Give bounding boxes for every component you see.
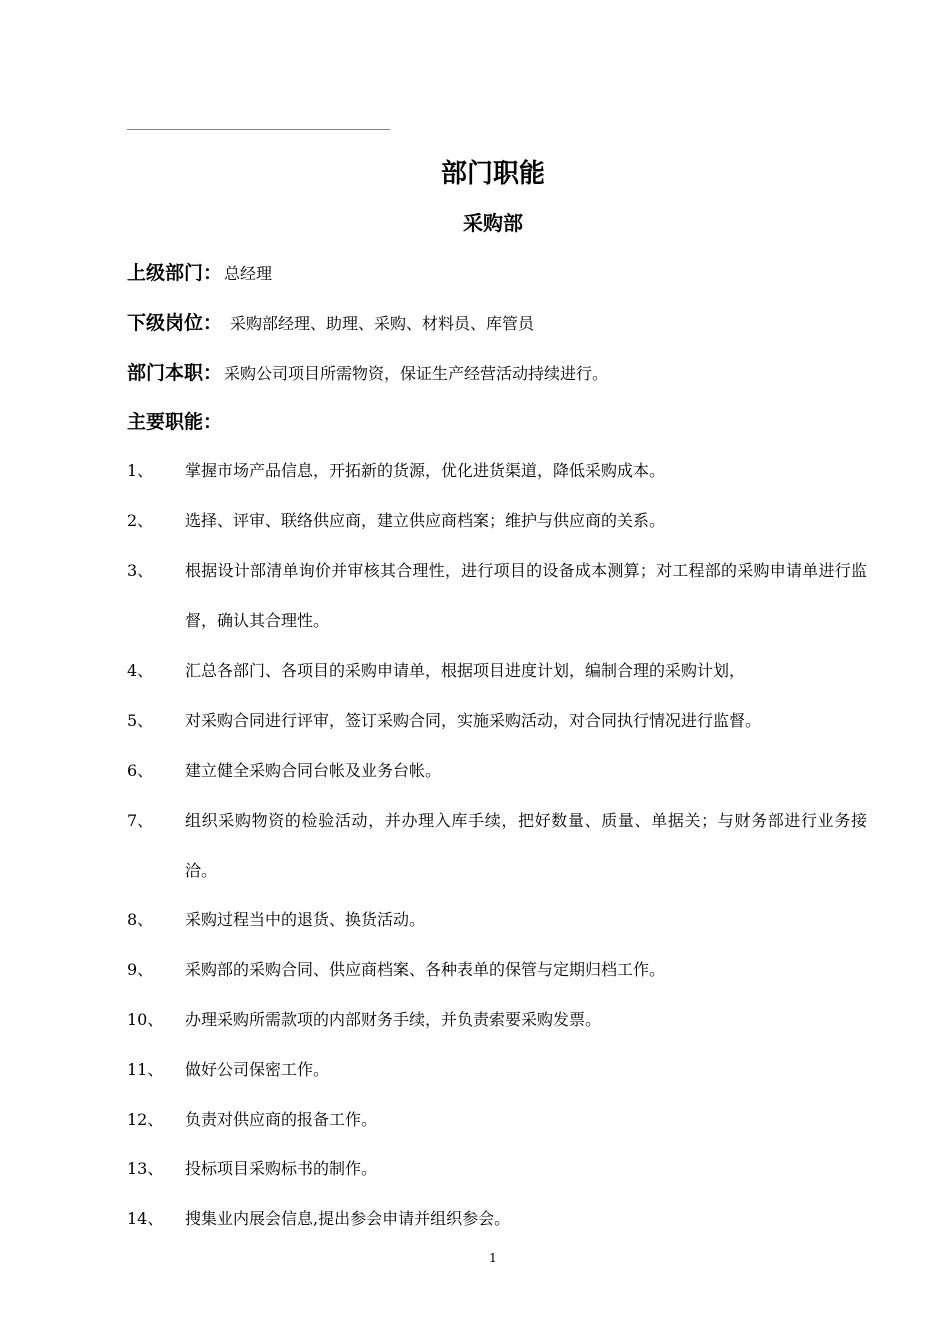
function-item-number: 13、 <box>127 1159 164 1178</box>
function-item-number: 4、 <box>127 661 154 680</box>
main-functions-heading: 主要职能： <box>127 411 223 433</box>
function-item-number: 5、 <box>127 711 154 730</box>
function-item-text: 负责对供应商的报备工作。 <box>185 1110 378 1129</box>
department-duty-row <box>127 356 608 390</box>
function-item-text: 选择、评审、联络供应商，建立供应商档案；维护与供应商的关系。 <box>185 511 666 530</box>
function-item <box>127 446 867 496</box>
document-subtitle: 采购部 <box>463 211 523 235</box>
function-item-text: 建立健全采购合同台帐及业务台帐。 <box>185 761 442 780</box>
function-item-number: 14、 <box>127 1209 164 1228</box>
function-item-text: 做好公司保密工作。 <box>185 1060 330 1079</box>
function-item-text: 办理采购所需款项的内部财务手续，并负责索要采购发票。 <box>185 1010 602 1029</box>
function-item-number: 8、 <box>127 910 154 929</box>
superior-department-value: 总经理 <box>224 264 273 283</box>
superior-department-row <box>127 256 272 290</box>
function-item-number: 9、 <box>127 960 154 979</box>
function-item-number: 7、 <box>127 811 154 830</box>
function-item-number: 10、 <box>127 1010 164 1029</box>
header-divider <box>127 129 390 130</box>
function-item-text: 对采购合同进行评审，签订采购合同，实施采购活动，对合同执行情况进行监督。 <box>185 711 762 730</box>
function-item <box>127 895 867 945</box>
function-item-text: 投标项目采购标书的制作。 <box>185 1159 378 1178</box>
function-item-number: 1、 <box>127 461 154 480</box>
department-duty-label: 部门本职： <box>127 362 223 384</box>
function-item-text: 汇总各部门、各项目的采购申请单，根据项目进度计划，编制合理的采购计划， <box>185 661 746 680</box>
function-item <box>127 1095 867 1145</box>
page-number: 1 <box>489 1251 497 1265</box>
function-item <box>127 646 867 696</box>
function-item-number: 2、 <box>127 511 154 530</box>
function-item <box>127 696 867 746</box>
superior-department-label: 上级部门： <box>127 262 223 284</box>
function-item-text: 根据设计部清单询价并审核其合理性，进行项目的设备成本测算；对工程部的采购申请单进行监督，确认其合理性。 <box>185 561 867 630</box>
function-item <box>127 796 867 896</box>
main-functions-heading-row <box>127 405 222 439</box>
function-item-text: 掌握市场产品信息，开拓新的货源，优化进货渠道，降低采购成本。 <box>185 461 666 480</box>
subordinate-positions-value: 采购部经理、助理、采购、材料员、库管员 <box>230 314 535 333</box>
function-item <box>127 1194 867 1244</box>
function-item-number: 3、 <box>127 561 154 580</box>
function-item-text: 搜集业内展会信息,提出参会申请并组织参会。 <box>185 1209 511 1228</box>
function-item <box>127 546 867 646</box>
subordinate-positions-row <box>127 306 534 340</box>
function-item-number: 6、 <box>127 761 154 780</box>
function-item-text: 采购部的采购合同、供应商档案、各种表单的保管与定期归档工作。 <box>185 960 666 979</box>
function-item <box>127 1144 867 1194</box>
subordinate-positions-label: 下级岗位： <box>127 312 223 334</box>
function-item-number: 12、 <box>127 1110 164 1129</box>
function-item <box>127 1045 867 1095</box>
function-item <box>127 496 867 546</box>
function-item <box>127 995 867 1045</box>
function-item-number: 11、 <box>127 1060 164 1079</box>
function-item-text: 组织采购物资的检验活动，并办理入库手续，把好数量、质量、单据关；与财务部进行业务接洽。 <box>185 811 867 880</box>
function-item <box>127 945 867 995</box>
document-title: 部门职能 <box>440 159 545 189</box>
department-duty-value: 采购公司项目所需物资，保证生产经营活动持续进行。 <box>224 364 609 383</box>
function-item-text: 采购过程当中的退货、换货活动。 <box>185 910 426 929</box>
function-item <box>127 746 867 796</box>
